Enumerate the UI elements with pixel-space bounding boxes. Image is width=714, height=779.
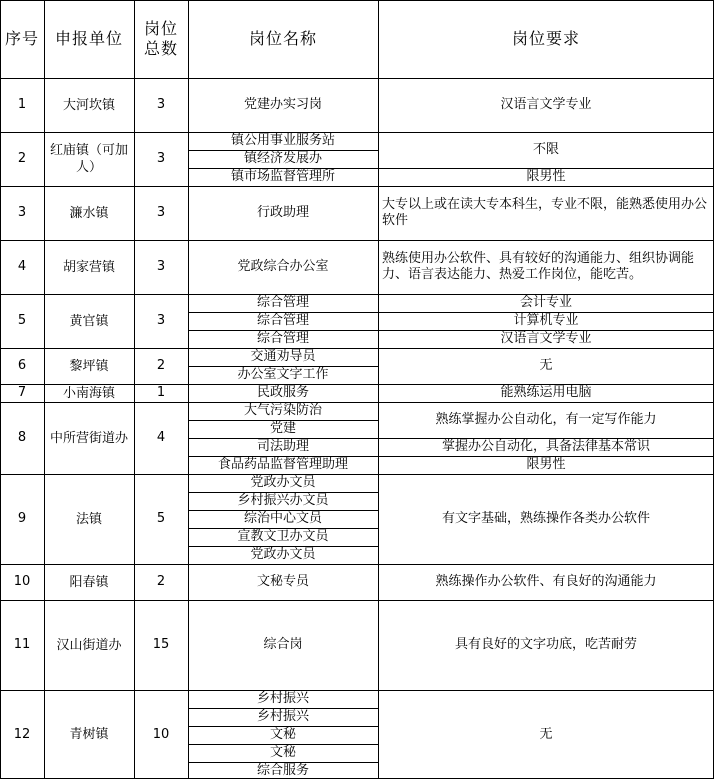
row-unit: 中所营街道办 (49, 430, 128, 446)
position-requirement: 掌握办公自动化，具备法律基本常识 (441, 439, 650, 454)
position-requirement: 能熟练运用电脑 (500, 385, 592, 400)
row-total: 3 (156, 205, 166, 220)
grid-line (188, 726, 378, 727)
row-unit: 青树镇 (69, 727, 109, 742)
row-unit: 汉山街道办 (56, 637, 122, 653)
grid-line (188, 438, 378, 439)
position-name: 综治中心文员 (243, 511, 322, 526)
row-seq: 12 (13, 726, 31, 742)
row-total: 2 (156, 574, 166, 589)
position-requirement: 熟练使用办公软件、具有较好的沟通能力、组织协调能力、语言表达能力、热爱工作岗位，能吃苦。 (382, 251, 695, 282)
row-total: 3 (156, 151, 166, 166)
grid-line (188, 456, 378, 457)
row-unit: 胡家营镇 (62, 259, 115, 275)
row-total: 3 (156, 259, 166, 274)
grid-line (188, 420, 378, 421)
position-requirement: 汉语言文学专业 (500, 331, 592, 346)
position-name: 党建 (269, 421, 296, 436)
row-total: 4 (156, 430, 166, 445)
grid-line (188, 312, 378, 313)
position-name: 食品药品监督管理助理 (217, 457, 348, 472)
position-name: 大气污染防治 (243, 403, 322, 418)
position-requirement: 大专以上或在读大专本科生，专业不限，能熟悉使用办公软件 (382, 197, 708, 228)
row-total: 15 (152, 637, 170, 652)
position-name: 民政服务 (256, 385, 309, 400)
grid-line (188, 708, 378, 709)
grid-line (0, 0, 714, 1)
header-requirement: 岗位要求 (511, 29, 580, 48)
position-name: 文秘 (269, 745, 296, 760)
grid-line (378, 330, 714, 331)
row-seq: 2 (17, 151, 27, 166)
position-name: 综合管理 (256, 331, 309, 346)
position-name: 办公室文字工作 (237, 367, 329, 382)
row-unit: 法镇 (75, 511, 102, 527)
grid-line (188, 762, 378, 763)
row-seq: 9 (17, 511, 27, 526)
position-name: 党政综合办公室 (237, 259, 329, 274)
position-requirement: 会计专业 (519, 295, 572, 310)
row-unit: 黄官镇 (69, 313, 109, 329)
position-requirement: 无 (539, 726, 553, 742)
row-total: 10 (152, 726, 170, 742)
position-requirement: 无 (539, 358, 553, 373)
row-seq: 4 (17, 259, 27, 274)
position-requirement: 熟练掌握办公自动化，有一定写作能力 (435, 412, 657, 427)
position-requirement: 限男性 (526, 169, 566, 184)
header-unit: 申报单位 (54, 29, 123, 48)
position-name: 综合服务 (256, 762, 309, 778)
grid-line (188, 528, 378, 529)
header-seq: 序号 (4, 29, 39, 48)
row-seq: 5 (17, 313, 27, 328)
position-name: 文秘 (269, 727, 296, 742)
position-requirement: 熟练操作办公软件、有良好的沟通能力 (435, 574, 657, 589)
grid-line (188, 366, 378, 367)
position-name: 宣教文卫办文员 (237, 529, 329, 544)
position-requirement: 不限 (532, 142, 559, 157)
position-name: 乡村振兴 (256, 709, 309, 724)
grid-line (188, 510, 378, 511)
row-seq: 3 (17, 205, 27, 220)
position-name: 党政办文员 (250, 547, 316, 562)
position-requirement: 计算机专业 (513, 313, 579, 328)
position-requirement: 汉语言文学专业 (500, 97, 592, 112)
row-total: 5 (156, 511, 166, 526)
grid-line (378, 438, 714, 439)
row-seq: 1 (17, 97, 27, 112)
position-name: 镇公用事业服务站 (230, 133, 335, 148)
position-name: 乡村振兴 (256, 691, 309, 706)
grid-line (188, 150, 378, 151)
grid-line (378, 456, 714, 457)
row-total: 2 (156, 358, 166, 373)
row-total: 3 (156, 97, 166, 112)
position-requirement: 限男性 (526, 457, 566, 472)
row-seq: 7 (17, 385, 27, 400)
row-unit: 阳春镇 (69, 574, 109, 590)
grid-line (188, 168, 378, 169)
header-position-name: 岗位名称 (248, 29, 317, 48)
header-total: 岗位 总数 (143, 19, 178, 58)
grid-line (378, 168, 714, 169)
position-requirement: 有文字基础，熟练操作各类办公软件 (441, 511, 650, 526)
row-total: 1 (156, 385, 166, 400)
position-name: 党政办文员 (250, 475, 316, 490)
position-name: 乡村振兴办文员 (237, 493, 329, 508)
row-seq: 6 (17, 358, 27, 373)
grid-line (0, 78, 714, 79)
row-unit: 大河坎镇 (62, 97, 115, 113)
row-seq: 8 (17, 430, 27, 445)
position-name: 司法助理 (256, 439, 309, 454)
grid-line (188, 492, 378, 493)
grid-line (188, 330, 378, 331)
position-name: 党建办实习岗 (243, 97, 322, 112)
grid-line (378, 0, 379, 779)
row-seq: 11 (13, 637, 31, 652)
position-name: 镇市场监督管理所 (230, 169, 335, 184)
position-name: 文秘专员 (256, 574, 309, 589)
position-name: 综合岗 (263, 637, 303, 652)
position-name: 综合管理 (256, 313, 309, 328)
grid-line (134, 0, 135, 779)
position-name: 镇经济发展办 (243, 151, 322, 166)
row-unit: 小南海镇 (62, 385, 115, 401)
position-requirement: 具有良好的文字功底，吃苦耐劳 (454, 637, 637, 652)
grid-line (0, 0, 1, 779)
grid-line (188, 546, 378, 547)
grid-line (378, 312, 714, 313)
grid-line (188, 0, 189, 779)
row-unit: 黎坪镇 (69, 358, 109, 374)
grid-line (188, 744, 378, 745)
position-name: 交通劝导员 (250, 349, 316, 364)
position-name: 行政助理 (256, 205, 309, 220)
grid-line (44, 0, 45, 779)
position-name: 综合管理 (256, 295, 309, 310)
row-unit: 濂水镇 (69, 205, 109, 221)
row-unit: 红庙镇（可加人） (49, 143, 128, 175)
row-seq: 10 (13, 574, 31, 589)
row-total: 3 (156, 313, 166, 328)
